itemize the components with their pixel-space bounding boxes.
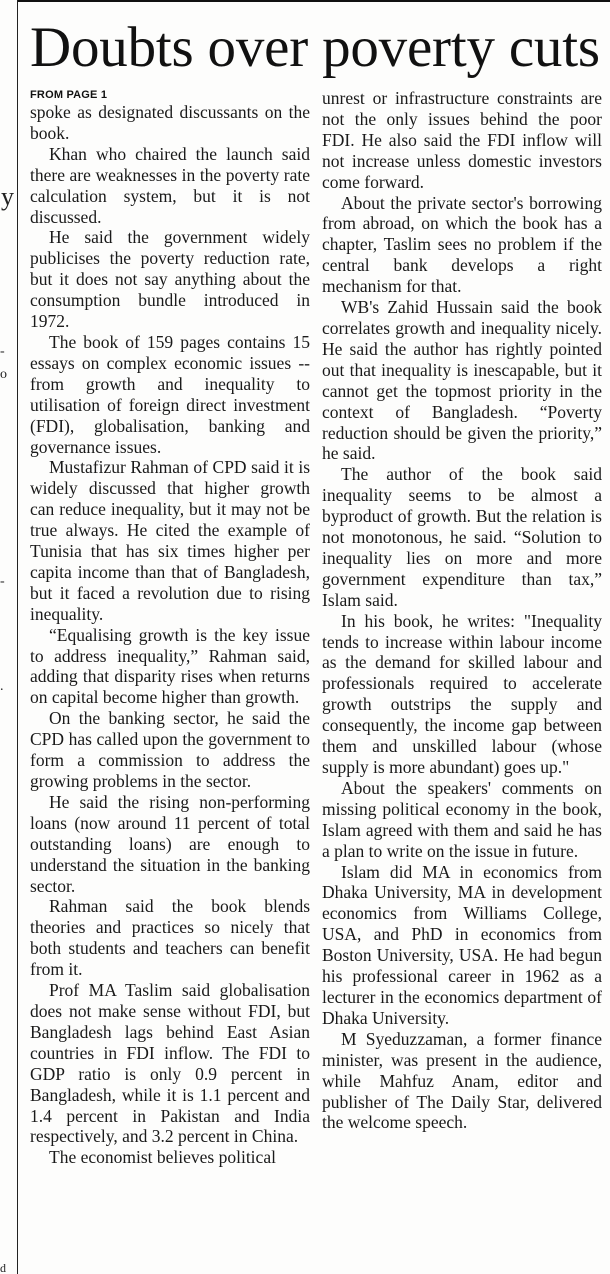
top-rule xyxy=(18,0,610,2)
jump-label: FROM PAGE 1 xyxy=(30,89,108,101)
article-column-left xyxy=(30,102,310,1168)
paragraph: He said the government widely publicises the poverty reduction rate, but it does not say anything about the consumption bundle introduced in 1972. xyxy=(30,227,310,332)
paragraph: He said the rising non-performing loans (now around 11 percent of total outstanding loans) are enough to understand the situation in the banking sector. xyxy=(30,791,310,896)
headline: Doubts over poverty cuts xyxy=(30,16,600,79)
paragraph: About the speakers' comments on missing political economy in the book, Islam agreed with them and said he has a plan to write on the issue in future. xyxy=(322,777,602,861)
margin-fragment: y xyxy=(1,182,14,211)
paragraph: The author of the book said inequality seems to be almost a byproduct of growth. But the relation is not monotonous, he said. “Solution to inequality lies on more and more government expenditure than tax,” Islam said. xyxy=(322,464,602,610)
margin-fragment: d xyxy=(0,1261,6,1274)
paragraph: In his book, he writes: "Inequality tends to increase within labour income as the demand for skilled labour and professionals required to accelerate growth outstrips the supply and consequently, the income gap between them and unskilled labour (whose supply is more abundant) goes up." xyxy=(322,610,602,777)
paragraph: M Syeduzzaman, a former finance minister, was present in the audience, while Mahfuz Anam, editor and publisher of The Daily Star, delivered the welcome speech. xyxy=(322,1028,602,1133)
paragraph: The book of 159 pages contains 15 essays on complex economic issues -- from growth and inequality to utilisation of foreign direct investment (FDI), globalisation, banking and governance issues. xyxy=(30,331,310,457)
paragraph: Islam did MA in economics from Dhaka University, MA in development economics from Williams College, USA, and PhD in economics from Boston University, USA. He had begun his professional career in 1962 as a lecturer in the economics department of Dhaka University. xyxy=(322,861,602,1028)
column-rule xyxy=(17,0,18,1274)
paragraph: unrest or infrastructure constraints are not the only issues behind the poor FDI. He also said the FDI inflow will not increase unless domestic investors come forward. xyxy=(322,88,602,192)
paragraph: On the banking sector, he said the CPD has called upon the government to form a commission to address the growing problems in the sector. xyxy=(30,708,310,791)
adjacent-column-bleed xyxy=(0,0,18,1274)
paragraph: WB's Zahid Hussain said the book correlates growth and inequality nicely. He said the author has rightly pointed out that inequality is inescapable, but it cannot get the topmost priority in the context of Bangladesh. “Poverty reduction should be given the priority,” he said. xyxy=(322,297,602,464)
paragraph: “Equalising growth is the key issue to address inequality,” Rahman said, adding that disparity rises when returns on capital become higher than growth. xyxy=(30,624,310,708)
article-column-right xyxy=(322,88,602,1133)
margin-fragment: - xyxy=(0,344,5,359)
margin-fragment: o xyxy=(0,367,7,382)
paragraph: Khan who chaired the launch said there are weaknesses in the poverty rate calculation system, but it is not discussed. xyxy=(30,143,310,227)
paragraph: Rahman said the book blends theories and practices so nicely that both students and teachers can benefit from it. xyxy=(30,896,310,980)
paragraph: Mustafizur Rahman of CPD said it is widely discussed that higher growth can reduce inequality, but it may not be true always. He cited the example of Tunisia that has six times higher per capita income than that of Bangladesh, but it faced a revolution due to rising inequality. xyxy=(30,457,310,624)
paragraph: About the private sector's borrowing from abroad, on which the book has a chapter, Taslim sees no problem if the central bank develops a right mechanism for that. xyxy=(322,192,602,297)
paragraph: spoke as designated discussants on the book. xyxy=(30,102,310,143)
paragraph: The economist believes political xyxy=(49,1147,276,1168)
paragraph: Prof MA Taslim said globalisation does not make sense without FDI, but Bangladesh lags behind East Asian countries in FDI inflow. The FDI to GDP ratio is only 0.9 percent in Bangladesh, while it is 1.1 percent and 1.4 percent in Pakistan and India respectively, and 3.2 percent in China. xyxy=(30,980,310,1147)
margin-fragment: . xyxy=(0,679,4,694)
margin-fragment: - xyxy=(0,574,5,589)
